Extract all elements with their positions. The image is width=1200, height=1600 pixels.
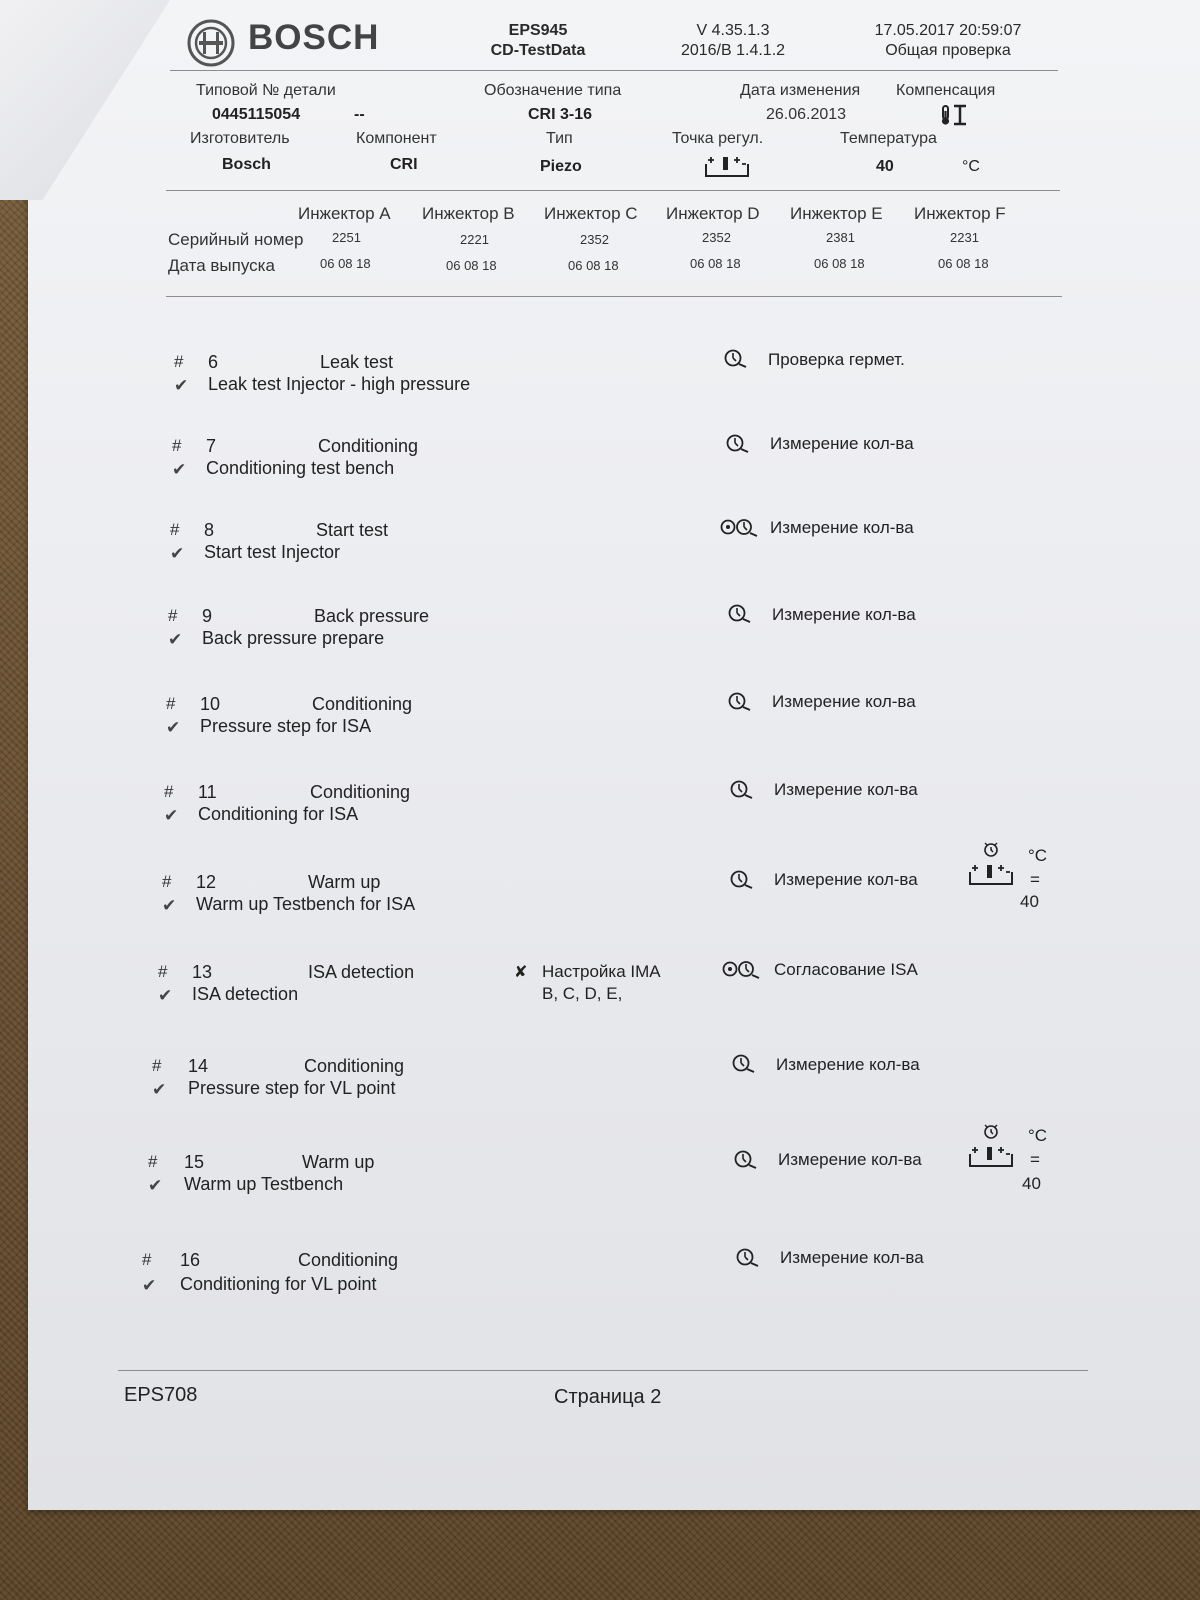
test-action: Измерение кол-ва <box>774 870 918 889</box>
test-name: Back pressure <box>314 606 430 626</box>
test-hash: # <box>174 352 184 371</box>
part-number-label: Типовой № детали <box>196 82 336 99</box>
test-number: 16 <box>180 1250 201 1270</box>
test-action: Измерение кол-ва <box>774 780 918 799</box>
test-number: 6 <box>208 352 219 372</box>
stopwatch-icon <box>726 432 750 454</box>
test-number: 9 <box>202 606 213 626</box>
header-divider <box>170 70 1058 71</box>
type-designation: CRI 3-16 <box>528 106 593 123</box>
footer-divider <box>118 1370 1088 1371</box>
ima-note-injectors: B, C, D, E, <box>542 984 623 1003</box>
part-divider <box>166 190 1060 191</box>
temperature-unit: °C <box>962 158 980 175</box>
injector-c-header: Инжектор C <box>544 204 638 223</box>
test-action: Измерение кол-ва <box>772 605 916 624</box>
injector-f-serial: 2231 <box>950 230 979 245</box>
data-file-name: CD-TestData <box>490 42 586 59</box>
stopwatch-icon <box>736 1246 760 1268</box>
test-description: Conditioning for ISA <box>198 804 359 824</box>
test-check: ✔ <box>148 1176 163 1195</box>
injector-b-header: Инжектор B <box>422 204 515 223</box>
test-name: Conditioning <box>312 694 413 714</box>
database-version: 2016/B 1.4.1.2 <box>680 42 786 59</box>
test-description: Conditioning test bench <box>206 458 395 478</box>
injector-f-date: 06 08 18 <box>938 256 989 271</box>
test-check: ✔ <box>158 986 173 1005</box>
production-date-label: Дата выпуска <box>168 256 275 275</box>
stopwatch-icon <box>732 1052 756 1074</box>
double-stopwatch-icon <box>722 958 762 980</box>
kind-label: Тип <box>546 130 573 147</box>
test-name: Conditioning <box>298 1250 399 1270</box>
test-check: ✔ <box>142 1276 157 1295</box>
ima-note-title: Настройка IMA <box>542 962 661 981</box>
test-check: ✔ <box>174 376 189 395</box>
injector-a-date: 06 08 18 <box>320 256 371 271</box>
test-number: 14 <box>188 1056 209 1076</box>
test-number: 15 <box>184 1152 205 1172</box>
brand-name: BOSCH <box>248 18 380 57</box>
component: CRI <box>390 156 418 173</box>
test-check: ✔ <box>164 806 179 825</box>
control-point-label: Точка регул. <box>672 130 764 147</box>
test-number: 7 <box>206 436 217 456</box>
injector-a-serial: 2251 <box>332 230 361 245</box>
page-number: Страница 2 <box>554 1386 662 1408</box>
test-description: Warm up Testbench <box>184 1174 344 1194</box>
test-check: ✔ <box>170 544 185 563</box>
test-number: 8 <box>204 520 215 540</box>
manufacturer-label: Изготовитель <box>190 130 290 147</box>
test-hash: # <box>172 436 182 455</box>
part-number: 0445115054 <box>212 106 301 123</box>
stopwatch-icon <box>730 868 754 890</box>
failed-mark: ✘ <box>514 964 528 981</box>
temperature-setpoint: 40 <box>1022 1174 1041 1193</box>
test-name: Conditioning <box>318 436 419 456</box>
test-mode: Общая проверка <box>885 42 1011 59</box>
double-stopwatch-icon <box>720 516 760 538</box>
temperature-unit: °C <box>1028 846 1048 865</box>
test-action: Согласование ISA <box>774 960 918 979</box>
injector-d-header: Инжектор D <box>666 204 760 223</box>
software-version: V 4.35.1.3 <box>696 22 770 39</box>
test-hash: # <box>152 1056 162 1075</box>
test-number: 10 <box>200 694 221 714</box>
injector-e-serial: 2381 <box>826 230 855 245</box>
stopwatch-icon <box>728 690 752 712</box>
test-name: Warm up <box>302 1152 375 1172</box>
injector-a-header: Инжектор A <box>298 204 391 223</box>
test-hash: # <box>168 606 178 625</box>
stopwatch-icon <box>734 1148 758 1170</box>
test-check: ✔ <box>172 460 187 479</box>
test-number: 12 <box>196 872 217 892</box>
test-hash: # <box>148 1152 158 1171</box>
test-action: Измерение кол-ва <box>780 1248 924 1267</box>
stopwatch-icon <box>728 602 752 624</box>
stopwatch-icon <box>724 347 748 369</box>
test-hash: # <box>164 782 174 801</box>
test-action: Проверка гермет. <box>768 350 905 369</box>
temperature-unit: °C <box>1028 1126 1048 1145</box>
test-description: Leak test Injector - high pressure <box>208 374 471 394</box>
type-designation-label: Обозначение типа <box>484 82 622 99</box>
injector-b-serial: 2221 <box>460 232 489 247</box>
test-check: ✔ <box>166 718 181 737</box>
stopwatch-icon <box>730 778 754 800</box>
test-check: ✔ <box>152 1080 167 1099</box>
test-number: 13 <box>192 962 213 982</box>
test-description: Back pressure prepare <box>202 628 385 648</box>
test-bench-icon <box>704 154 750 178</box>
change-date: 26.06.2013 <box>766 106 847 123</box>
bosch-logo-icon <box>186 18 236 68</box>
test-name: ISA detection <box>308 962 415 982</box>
component-label: Компонент <box>356 130 437 147</box>
test-description: Warm up Testbench for ISA <box>196 894 416 914</box>
compensation-label: Компенсация <box>896 82 996 99</box>
report-datetime: 17.05.2017 20:59:07 <box>874 22 1022 39</box>
test-action: Измерение кол-ва <box>770 434 914 453</box>
temperature-setpoint: 40 <box>1020 892 1039 911</box>
test-action: Измерение кол-ва <box>778 1150 922 1169</box>
test-action: Измерение кол-ва <box>770 518 914 537</box>
test-hash: # <box>166 694 176 713</box>
injector-f-header: Инжектор F <box>914 204 1006 223</box>
test-action: Измерение кол-ва <box>772 692 916 711</box>
test-hash: # <box>170 520 180 539</box>
test-description: Pressure step for ISA <box>200 716 372 736</box>
injector-d-date: 06 08 18 <box>690 256 741 271</box>
test-name: Leak test <box>320 352 394 372</box>
injector-c-serial: 2352 <box>580 232 609 247</box>
test-name: Conditioning <box>304 1056 405 1076</box>
injector-e-date: 06 08 18 <box>814 256 865 271</box>
injector-b-date: 06 08 18 <box>446 258 497 273</box>
test-description: Start test Injector <box>204 542 341 562</box>
test-description: Pressure step for VL point <box>188 1078 396 1098</box>
warm-up-bench-icon <box>968 1124 1014 1172</box>
temperature-value: 40 <box>876 158 894 175</box>
test-hash: # <box>142 1250 152 1269</box>
test-description: Conditioning for VL point <box>180 1274 377 1294</box>
test-name: Warm up <box>308 872 381 892</box>
test-name: Start test <box>316 520 389 540</box>
kind: Piezo <box>540 158 582 175</box>
test-report-page <box>28 0 1200 1510</box>
equals-sign: = <box>1030 1150 1040 1169</box>
injector-d-serial: 2352 <box>702 230 731 245</box>
injectors-divider <box>166 296 1062 297</box>
test-name: Conditioning <box>310 782 411 802</box>
equals-sign: = <box>1030 870 1040 889</box>
test-check: ✔ <box>162 896 177 915</box>
device-name: EPS945 <box>508 22 568 39</box>
warm-up-bench-icon <box>968 842 1014 890</box>
temperature-label: Температура <box>840 130 937 147</box>
manufacturer: Bosch <box>222 156 271 173</box>
test-number: 11 <box>198 782 217 802</box>
injector-e-header: Инжектор E <box>790 204 883 223</box>
test-hash: # <box>162 872 172 891</box>
serial-number-label: Серийный номер <box>168 230 304 249</box>
test-check: ✔ <box>168 630 183 649</box>
injector-c-date: 06 08 18 <box>568 258 619 273</box>
part-suffix: -- <box>354 106 365 123</box>
thermometer-icon <box>940 104 970 126</box>
footer-device: EPS708 <box>124 1384 198 1406</box>
change-date-label: Дата изменения <box>740 82 861 99</box>
test-hash: # <box>158 962 168 981</box>
test-action: Измерение кол-ва <box>776 1055 920 1074</box>
test-description: ISA detection <box>192 984 299 1004</box>
